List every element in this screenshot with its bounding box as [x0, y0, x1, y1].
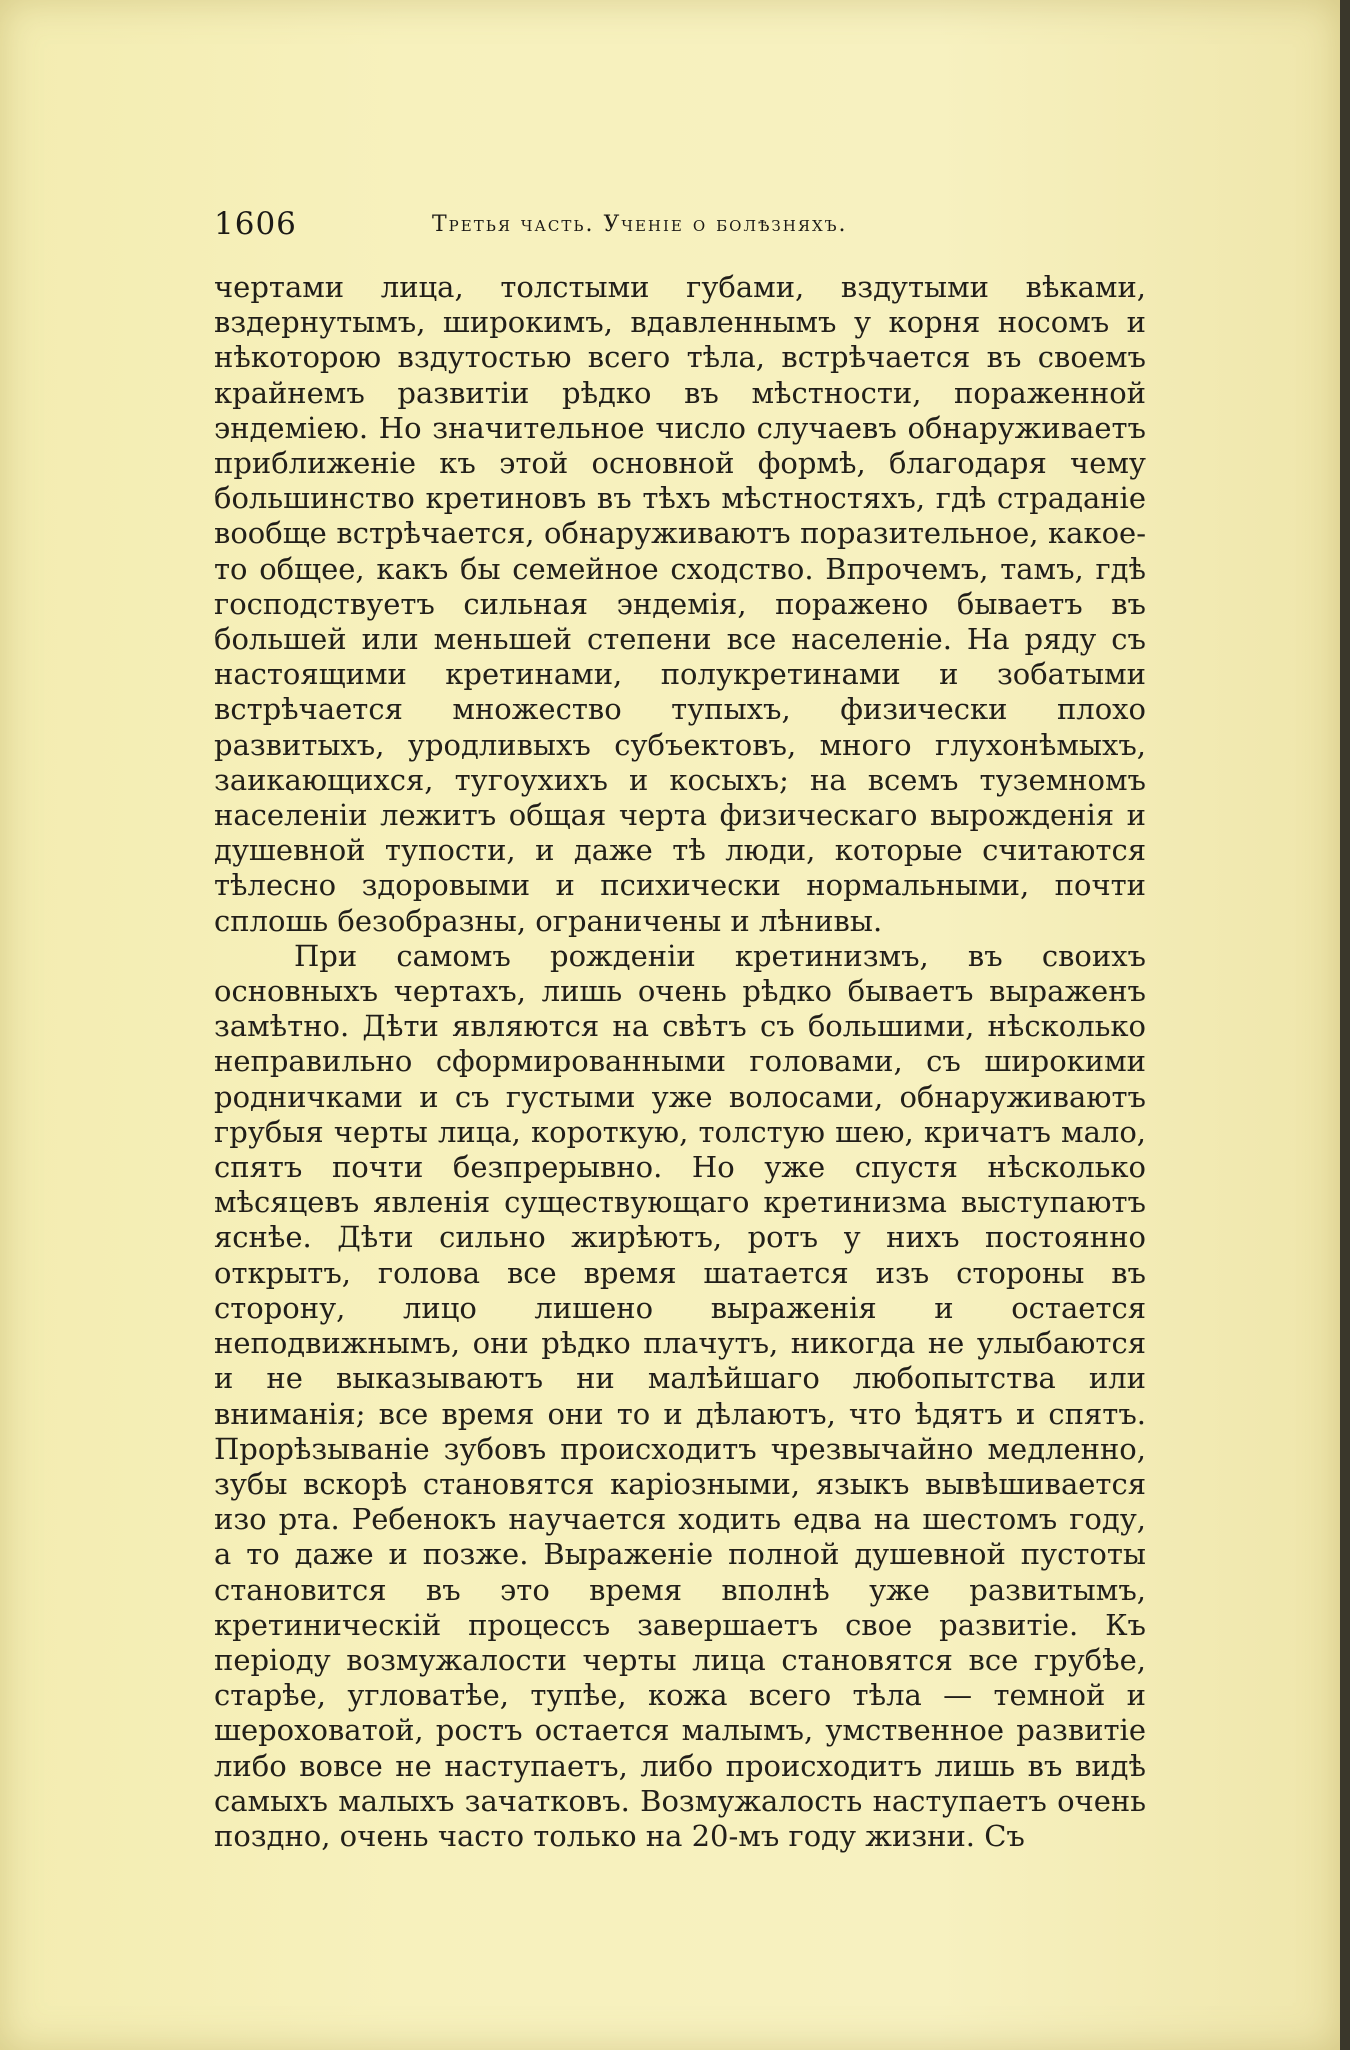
paragraph-1: чертами лица, толстыми губами, вздутыми вѣками, вздернутымъ, широкимъ, вдавленнымъ у корня носомъ и нѣкоторою вздутостью всего тѣла, встрѣчается въ своемъ крайнемъ развитіи рѣдко въ мѣстности, пораженной эндеміею. Но значительное число случаевъ обнаруживаетъ приближеніе къ этой основной формѣ, благодаря чему большинство кретиновъ въ тѣхъ мѣстностяхъ, гдѣ страданіе вообще встрѣчается, обнаруживаютъ поразительное, какое-то общее, какъ бы семейное сходство. Впрочемъ, тамъ, гдѣ господствуетъ сильная эндемія, поражено бываетъ въ большей или меньшей степени все населеніе. На ряду съ настоящими кретинами, полукретинами и зобатыми встрѣчается множество тупыхъ, физически плохо развитыхъ, уродливыхъ субъектовъ, много глухонѣмыхъ, заикающихся, тугоухихъ и косыхъ; на всемъ туземномъ населеніи лежитъ общая черта физическаго вырожденія и душевной тупости, и даже тѣ люди, которые считаются тѣлесно здоровыми и психически нормальными, почти сплошь безобразны, ограничены и лѣнивы.	[214, 270, 1146, 938]
paragraph-2: При самомъ рожденіи кретинизмъ, въ своихъ основныхъ чертахъ, лишь очень рѣдко бываетъ выраженъ замѣтно. Дѣти являются на свѣтъ съ большими, нѣсколько неправильно сформированными головами, съ широкими родничками и съ густыми уже волосами, обнаруживаютъ грубыя черты лица, короткую, толстую шею, кричатъ мало, спятъ почти безпрерывно. Но уже спустя нѣсколько мѣсяцевъ явленія существующаго кретинизма выступаютъ яснѣе. Дѣти сильно жирѣютъ, ротъ у нихъ постоянно открытъ, голова все время шатается изъ стороны въ сторону, лицо лишено выраженія и остается неподвижнымъ, они рѣдко плачутъ, никогда не улыбаются и не выказываютъ ни малѣйшаго любопытства или вниманія; все время они то и дѣлаютъ, что ѣдятъ и спятъ. Прорѣзываніе зубовъ происходитъ чрезвычайно медленно, зубы вскорѣ становятся каріозными, языкъ вывѣшивается изо рта. Ребенокъ научается ходить едва на шестомъ году, а то даже и позже. Выраженіе полной душевной пустоты становится въ это время вполнѣ уже развитымъ, кретиническій процессъ завершаетъ свое развитіе. Къ періоду возмужалости черты лица становятся все грубѣе, старѣе, угловатѣе, тупѣе, кожа всего тѣла — темной и шероховатой, ростъ остается малымъ, умственное развитіе либо вовсе не наступаетъ, либо происходитъ лишь въ видѣ самыхъ малыхъ зачатковъ. Возмужалость наступаетъ очень поздно, очень часто только на 20-мъ году жизни. Съ	[214, 938, 1146, 1853]
running-title: Третья часть. Ученіе о болѣзняхъ.	[432, 212, 848, 237]
page-number: 1606	[214, 206, 297, 242]
book-edge	[1340, 0, 1350, 2050]
body-text	[214, 270, 1146, 1854]
page-header	[214, 206, 1144, 246]
